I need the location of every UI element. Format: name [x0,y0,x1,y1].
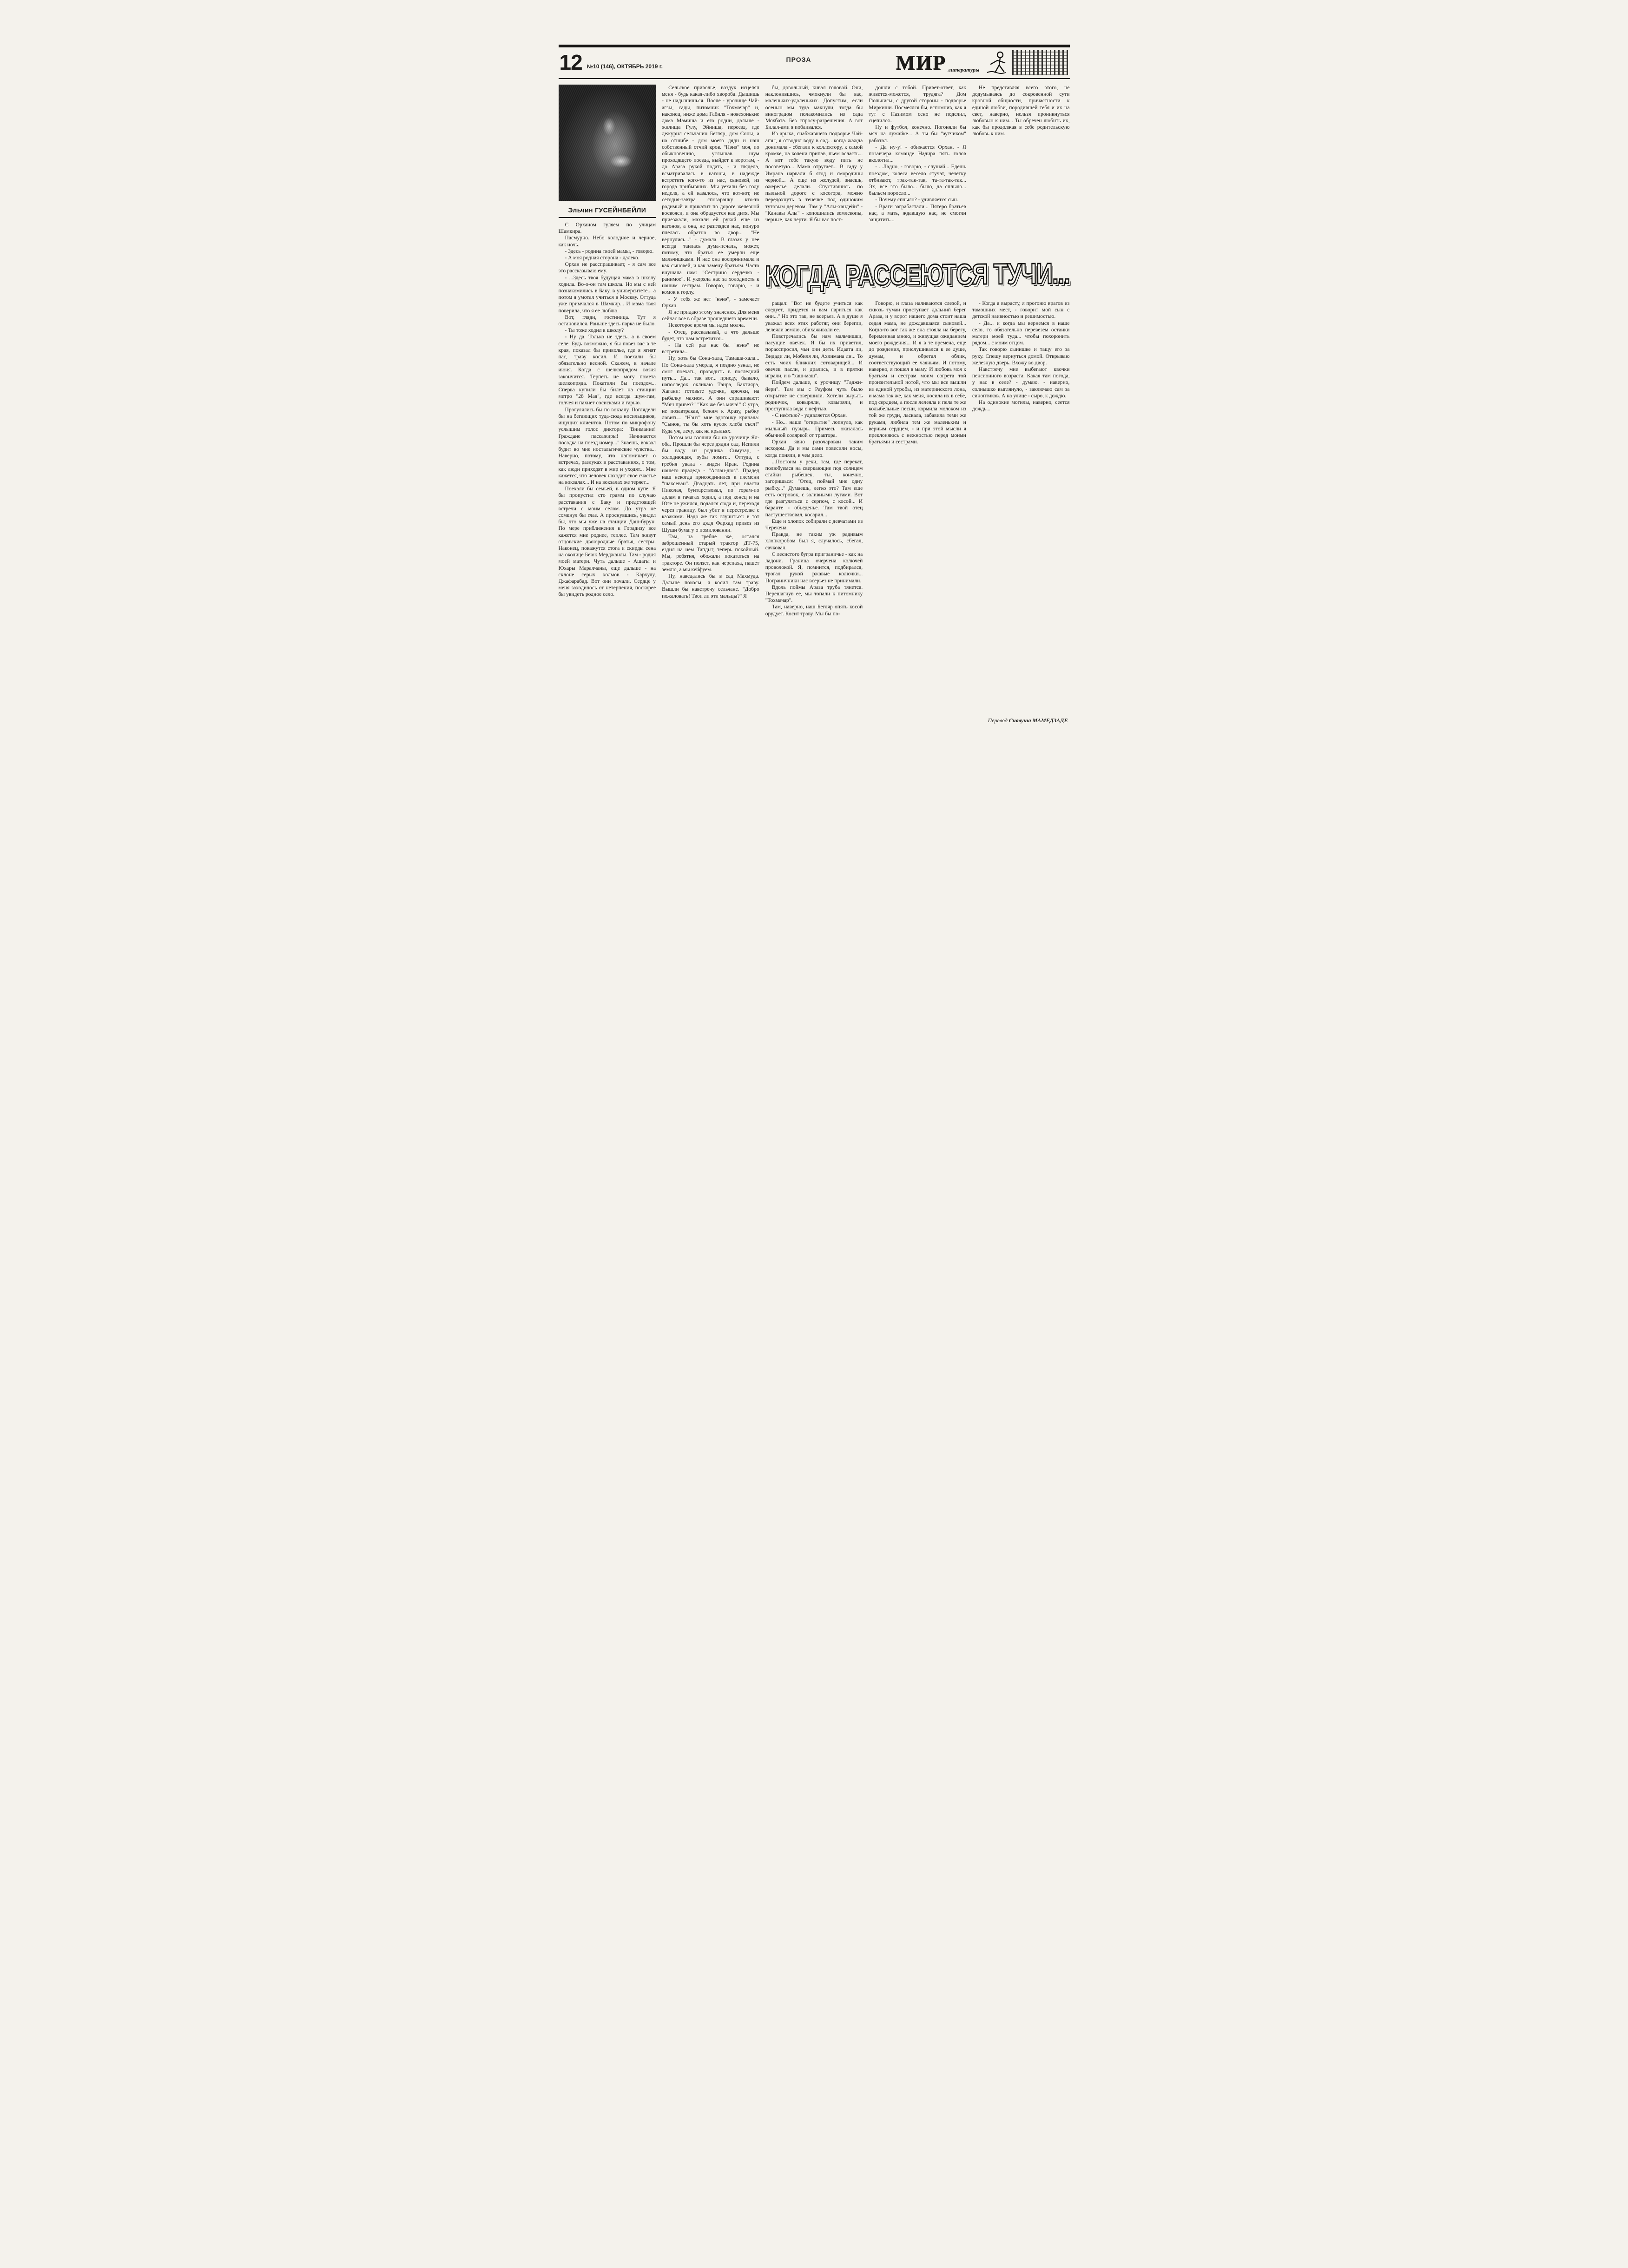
paragraph: Там, наверно, наш Бегляр опять косой орудует. Косит траву. Мы бы по- [765,604,863,617]
author-name: Эльчин ГУСЕЙНБЕЙЛИ [559,204,656,218]
column-2 [662,85,759,736]
paragraph: Пасмурно. Небо холодное и черное, как ночь. [558,235,656,248]
paragraph: - Да... и когда мы вернемся в наше село, то обязательно перевезем останки матери моей туда... чтобы похоронить рядом... с моим отцом. [972,320,1070,346]
paragraph: Орхан не расспрашивает, - я сам все это рассказываю ему. [558,261,656,274]
paragraph: Ну, наведались бы в сад Махмуда. Дальше покосы, я косил там траву. Вышли бы навстречу сельчане. "Добро пожаловать! Твои ли эти мальцы?" Я [662,573,759,599]
paragraph: Поехали бы семьей, в одном купе. Я бы пропустил сто грамм по случаю расставания с Баку и предстоящей встречи с моим селом. До утра не сомкнул бы глаз. А проснувшись, увидел бы, что мы уже на станции Даш-бурун. По мере приближения к Горадизу все кажется мне роднее, теплее. Там живут отцовские двоюродные братья, сестры. Наконец, покажутся стога и скирды сена на околице Беюк Мерджанлы. Там - родня моей матери. Чуть дальше - Ашагы и Юхары Маралчаны, еще дальше - на склоне серых холмов - Кархулу, Джафарабад. Вот они почали. Сердце у меня заходилось от нетерпения, поскорее бы увидеть родное село. [558,486,656,598]
paragraph: Пойдем дальше, к урочищу "Гаджи-йери". Там мы с Рауфом чуть было открытие не совершили. Хотели вырыть родничок, ковыряли, ковыряли, и проступила вода с нефтью. [765,379,863,412]
paragraph: - Но... наше "открытие" лопнуло, как мыльный пузырь. Примесь оказалась обычной соляркой от трактора. [765,419,863,439]
paragraph: Сельское приволье, воздух исцелял меня - будь какая-либо хвороба. Дышишь - не надышишься. После - урочище Чай-агзы, сады, питомник "Тохмачар" и, наконец, ниже дома Габиля - новехонькие дома Мамиша и его родни, дальше - жилища Гулу, Эйниша, переезд, где дежурил сельчанин Бегляр, дом Соны, а на отшибе - дом моего дяди и наш собственный отчий кров. "Нэнэ" моя, по обыкновению, услышав шум проходящего поезда, выйдет к воротам, - до Араза рукой подать, - и глядела, всматривалась в вагоны, в надежде встретить кого-то из нас, сыновей, из города прибывших. Мы уехали без году неделя, а ей казалось, что вот-вот, не сегодня-завтра спозаранку кто-то родимый и прикатит по дороге железной восвояси, и она обрадуется как дитя. Мы приезжали, махали ей рукой еще из вагонов, а она, не разглядев нас, понуро плелась обратно во двор... "Не вернулись..." - думала. В глазах у нее всегда таилась дума-печаль, может, потому, что братья ее умерли еще мальчишками. И нас она воспринимала и как сыновей, и как замену братьям. Часто внушала нам: "Сестрино сердечко - ранимое". И укоряла нас за холодность к нашим сестрам. Говорю, говорю, - и комок к горлу. [662,85,759,296]
paragraph: - ...Здесь твоя будущая мама в школу ходила. Во-о-он там школа. Но мы с ней познакомились в Баку, в университете... а потом я умотал учиться в Москву. Оттуда уже примчался в Шамкир... И мама твоя поверила, что я ее люблю. [558,274,656,314]
paragraph: Еще и хлопок собирали с девчатами из Черекена. [765,518,863,531]
paragraph: - Здесь - родина твоей мамы, - говорю. [565,248,654,254]
column-1 [559,85,656,736]
author-photo [559,85,656,201]
paragraph: - На сей раз нас бы "нэнэ" не встретила... [662,342,759,355]
paragraph: Вот, гляди, гостиница. Тут я остановился. Раньше здесь парка не было. [558,314,656,327]
masthead [559,47,1070,78]
header-rule [559,78,1070,79]
paragraph: - Отец, рассказывай, а что дальше будет, что нам встретится... [662,329,759,342]
paragraph: Правда, не таким уж радивым хлопкоробом был я, случалось, сбегал, сачковал. [765,531,863,551]
paragraph: - А моя родная сторона - далеко. [565,255,639,261]
paragraph: С лесистого бугра приграничье - как на ладони. Граница очерчена колючей проволокой. Я, помнится, подбирался, трогал рукой ржавые колючки... Пограничники нас всерьез не принимали. [765,551,863,584]
paragraph: Повстречались бы нам мальчишки, пасущие овечек. Я бы их приветил, порасспросил, чьи они дети. Идаята ли, Видади ли, Мобиля ли, Ахлимана ли... То есть моих ближних сотоварищей... И овечек пасли, и дрались, и в прятки играли, и в "хаш-маш". [765,333,863,379]
paragraph: Так говорю сынишке и тащу его за руку. Спешу вернуться домой. Открываю железную дверь. Вхожу во двор. [972,346,1070,366]
paragraph: бы, довольный, кивал головой. Они, наклонившись, чмокнули бы вас, маленьких-удаленьких. Допустим, если осенью мы туда махнули, тогда бы виноградом полакомились из сада Мохбата. Без спросу-разрешения. А вот Билал-ами я побаивался. [765,85,863,131]
column-3-top [765,85,863,250]
newspaper-page [545,0,1084,751]
page-number-block [559,50,663,75]
column-4-bottom [869,300,966,736]
paragraph: Орхан явно разочарован таким исходом. Да и мы сами повесили носы, когда поняли, в чем дело. [765,439,863,458]
column-5-bottom [972,300,1070,736]
paragraph: - С нефтью? - удивляется Орхан. [771,412,847,419]
paragraph: - Ну да. Только не здесь, а в своем селе. Будь возможно, я бы повез вас в те края, показал бы приволье, где я ягнят пас, траву косил. И поехали бы обязательно весной. Скажем, в начале июня. Когда с шелкопрядом возня закончится. Терпеть не могу помета шелкопряда. Покатили бы поездом... Сперва купили бы билет на станции метро "28 Мая", где всегда шум-гам, толчея и пахнет сосисками и гарью. [558,334,656,406]
paragraph: - Да ну-у! - обижается Орхан. - Я позавчера команде Надира пять голов вколотил... [869,144,966,164]
paragraph: Ну, хоть бы Сона-хала, Тамаша-хала... Но Сона-хала умерла, я поздно узнал, не смог поехать, проводить в последний путь... Да... так вот... приеду, бывало, напоследок окликаю Таира, Бахтияра, Хагани: готовьте удочки, крючки, на рыбалку махнем. А они спрашивают: "Мяч привез?" "Как же без мяча!" С утра, не позавтракав, бежим к Аразу, рыбку ловить... "Нэнэ" мне вдогонку кричала: "Сынок, ты бы хоть кусок хлеба съел!" Куда уж, лечу, как на крыльях. [662,355,759,434]
paragraph: - Когда я вырасту, я прогоню врагов из тамошних мест, - говорит мой сын с детской наивностью и решимостью. [972,300,1070,320]
column-1-text [559,222,656,598]
paragraph: - Почему сплыло? - удивляется сын. [875,197,958,203]
section-label: ПРОЗА [786,56,811,63]
credit-name: Сиявуша МАМЕДЗАДЕ [1008,717,1068,724]
article-body [559,85,1070,736]
credit-prefix: Перевод [988,717,1008,724]
paragraph: Вдоль поймы Араза труба тянется. Перешагнув ее, мы топали к питомнику "Тохмачар". [765,584,863,604]
paragraph: - Ты тоже ходил в школу? [565,327,624,334]
logo-subtitle: литературы [948,66,980,73]
paragraph: - У тебя же нет "нэнэ", - замечает Орхан. [662,296,759,309]
logo-ornament [1012,50,1068,75]
paragraph: Я не придаю этому значения. Для меня сейчас все в образе прошедшего времени. [662,309,759,322]
newspaper-logo [894,48,1070,77]
masthead-figure-icon [983,50,1008,75]
column-3-bottom [765,300,863,736]
column-5-bottom-text [972,300,1070,412]
column-4-top [869,85,966,250]
paragraph: Там, на гребне же, остался заброшенный старый трактор ДТ-75, ездил на нем Тапдыг, теперь покойный. Мы, ребятня, обожали покататься на тракторе. Он ползет, как черепаха, пашет землю, а мы кейфуем. [662,533,759,573]
issue-info: №10 (146), ОКТЯБРЬ 2019 г. [587,63,663,70]
paragraph: Говорю, и глаза наливаются слезой, и сквозь туман проступает дальний берег Араза, и у ворот нашего дома стоит наша седая мама, не дождавшаяся сыновей... Когда-то вот так же она стояла на берегу, беременная мною, и живущая ожиданием моего рождения... И я в те времена, еще до рождения, прислушивался к ее душе, думам, и обретал облик, соответствующий ее чаяньям. И потому, наверно, я пошел в маму. И любовь моя к братьям и сестрам моим согрета той пронзительной нотой, что мы все вышли из единой утробы, из материнского лона, и мама так же, как меня, носила их в себе, под сердцем, а после лелеяла и пела те же колыбельные песни, кормила молоком из той же груди, ласкала, забавила теми же руками, любила тем же маленьким и верным сердцем, - и при этой мысли я преклоняюсь с нежностью перед моими братьями и сестрами. [869,300,966,445]
paragraph: Некоторое время мы идем молча. [668,322,745,329]
story-title-banner [765,250,1070,300]
paragraph: Из арыка, снабжавшего подворье Чай-агзы, я отводил воду в сад... когда жажда донимала - сбегали к коллектору, к самой кромке, на колени припав, пьем всласть... А вот тебе такую воду пить не посоветую... Мама отругает... В саду у Имрана нарвали б ягод и смородины черной... А еще из желудей, знаешь, ожерелье делали. Спустившись по пыльной дороге с косогора, можно передохнуть в тенечке под одиноким тутовым деревом. Там у "Алы-хандейи" - "Канавы Алы" - копошились землекопы, черные, как черти. Я бы вас пост- [765,131,863,223]
column-5-top [972,85,1070,250]
paragraph: На одинокие могилы, наверно, сеется дождь... [972,399,1070,412]
paragraph: Ну и футбол, конечно. Погоняли бы мяч на лужайке... А ты бы "аутчиком" работал. [869,124,966,144]
translation-credit [972,712,1070,736]
paragraph: ...Постоим у реки, там, где перекат, полюбуемся на сверкающие под солнцем стайки рыбешек, ты, конечно, загоришься: "Отец, поймай мне одну рыбку..." Думаешь, легко это? Там еще есть островок, с заливными лугами. Вот где разгуляться с серпом, с косой... И баранте - объеденье. Там твой отец пастушествовал, косарил... [765,458,863,518]
page-number: 12 [559,50,582,75]
paragraph: ращал: "Вот не будете учиться как следует, придется и вам париться как они..." Но это так, не всерьез. А в душе я уважал всех этих работяг, они берегли, лелеяли землю, обихаживали ее. [765,300,863,333]
paragraph: дошли с тобой. Привет-ответ, как живется-можется, трудяга? Дом Гюльнисы, с другой стороны - подворье Миркиши. Посмеялся бы, вспомнив, как я тут с Назимом сено не поделил, сцепился... [869,85,966,124]
paragraph: Навстречу мне выбегают квочки пенсионного возраста. Какая там погода, у нас в селе? - думаю. - наверно, солнышко выглянуло, - заключаю сам за синоптиков. А на улице - сыро, к дождю. [972,366,1070,399]
paragraph: - Враги заграбастали... Пятеро братьев нас, а мать, ждавшую нас, не смогли защитить... [869,203,966,223]
logo-text: МИР [895,51,946,74]
paragraph: Прогулялись бы по вокзалу. Поглядели бы на бегающих туда-сюда носильщиков, ищущих клиентов. Потом по микрофону услышим голос диктора: "Внимание! Граждане пассажиры! Начинается посадка на поезд номер..." Знаешь, вокзал будит во мне ностальгические чувства... Наверно, потому, что напоминает о встречах, разлуках и расставаниях, о том, как люди приходят в мир и уходят... Мне кажется, что человек находит свое счастье на вокзалах... И на вокзалах же теряет... [558,406,656,485]
paragraph: С Орханом гуляем по улицам Шамкира. [558,222,656,235]
paragraph: Не представляя всего этого, не додумываясь до сокровенной сути кровной общности, причастности к единой любви, породившей тебя и их на свет, наверно, нельзя проникнуться любовью к ним... Ты обречен любить их, как бы продолжая в себе родительскую любовь к ним. [972,85,1070,137]
paragraph: Потом мы взошли бы на урочище Ял-оба. Прошли бы через дядин сад. Испили бы воду из родника Симузар, - холоднющая, зубы ломит... Оттуда, с гребня увала - виден Иран. Родина нашего прадеда - "Аслан-дюз". Прадед наш некогда присоединился к племени "шахсеван". Двадцать лет, при власти Николая, бунтарствовал, по горам-по долам в гачагах ходил, а под конец и на Юге не ужился, подался сюда и, переходя через границу, был убит в перестрелке с казаками. Надо же так случиться: в тот самый день его дядя Фархад привез из Шуши бумагу о помиловании. [662,434,759,533]
story-title: КОГДА РАССЕЮТСЯ ТУЧИ... [765,257,1070,293]
paragraph: - ...Ладно, - говорю, - слушай... Едешь поездом, колеса весело стучат, чечетку отбивают, трак-так-так, та-та-так-так... Эх, все это было... было, да сплыло... быльем поросло... [869,164,966,197]
